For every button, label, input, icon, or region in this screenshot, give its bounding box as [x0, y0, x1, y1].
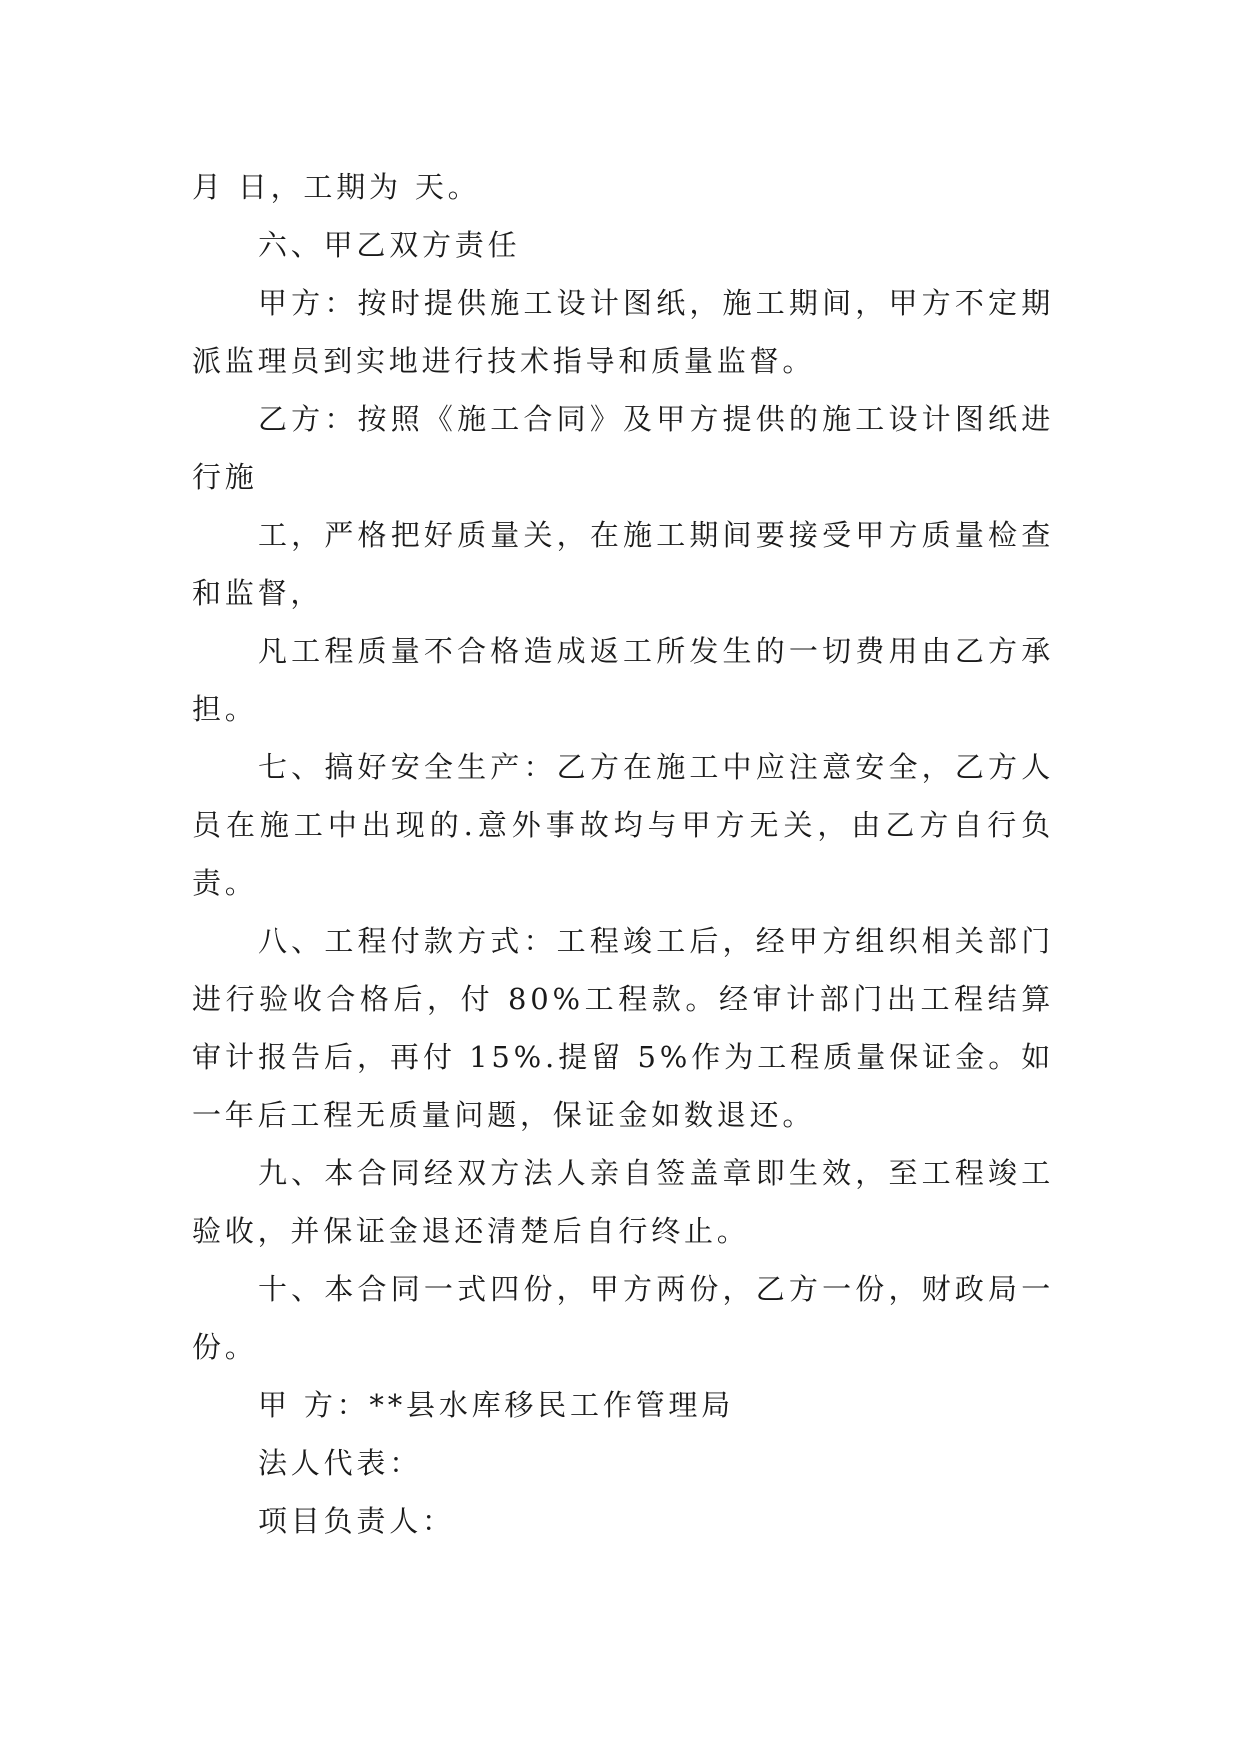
paragraph-rework-costs: 凡工程质量不合格造成返工所发生的一切费用由乙方承担。 [192, 634, 1054, 726]
paragraph-quality-control: 工，严格把好质量关，在施工期间要接受甲方质量检查和监督， [192, 518, 1054, 610]
signature-party-a: 甲 方：**县水库移民工作管理局 [258, 1388, 735, 1422]
signature-project-manager: 项目负责人： [258, 1504, 455, 1538]
paragraph-schedule: 月 日，工期为 天。 [192, 170, 481, 204]
paragraph-copies: 十、本合同一式四份，甲方两份，乙方一份，财政局一份。 [192, 1272, 1054, 1364]
paragraph-safety: 七、搞好安全生产：乙方在施工中应注意安全，乙方人员在施工中出现的.意外事故均与甲方无关，由乙方自行负责。 [192, 750, 1054, 900]
document-body [192, 158, 1054, 1550]
signature-legal-representative: 法人代表： [258, 1446, 423, 1480]
paragraph-payment: 八、工程付款方式：工程竣工后，经甲方组织相关部门进行验收合格后，付 80%工程款。经审计部门出工程结算审计报告后，再付 15%.提留 5%作为工程质量保证金。如一年后工程无质量问题，保证金如数退还。 [192, 924, 1054, 1132]
paragraph-party-a-duties: 甲方：按时提供施工设计图纸，施工期间，甲方不定期派监理员到实地进行技术指导和质量监督。 [192, 286, 1054, 378]
paragraph-effective-term: 九、本合同经双方法人亲自签盖章即生效，至工程竣工验收，并保证金退还清楚后自行终止。 [192, 1156, 1054, 1248]
paragraph-responsibilities-heading: 六、甲乙双方责任 [258, 228, 521, 262]
paragraph-party-b-duties: 乙方：按照《施工合同》及甲方提供的施工设计图纸进行施 [192, 402, 1054, 494]
